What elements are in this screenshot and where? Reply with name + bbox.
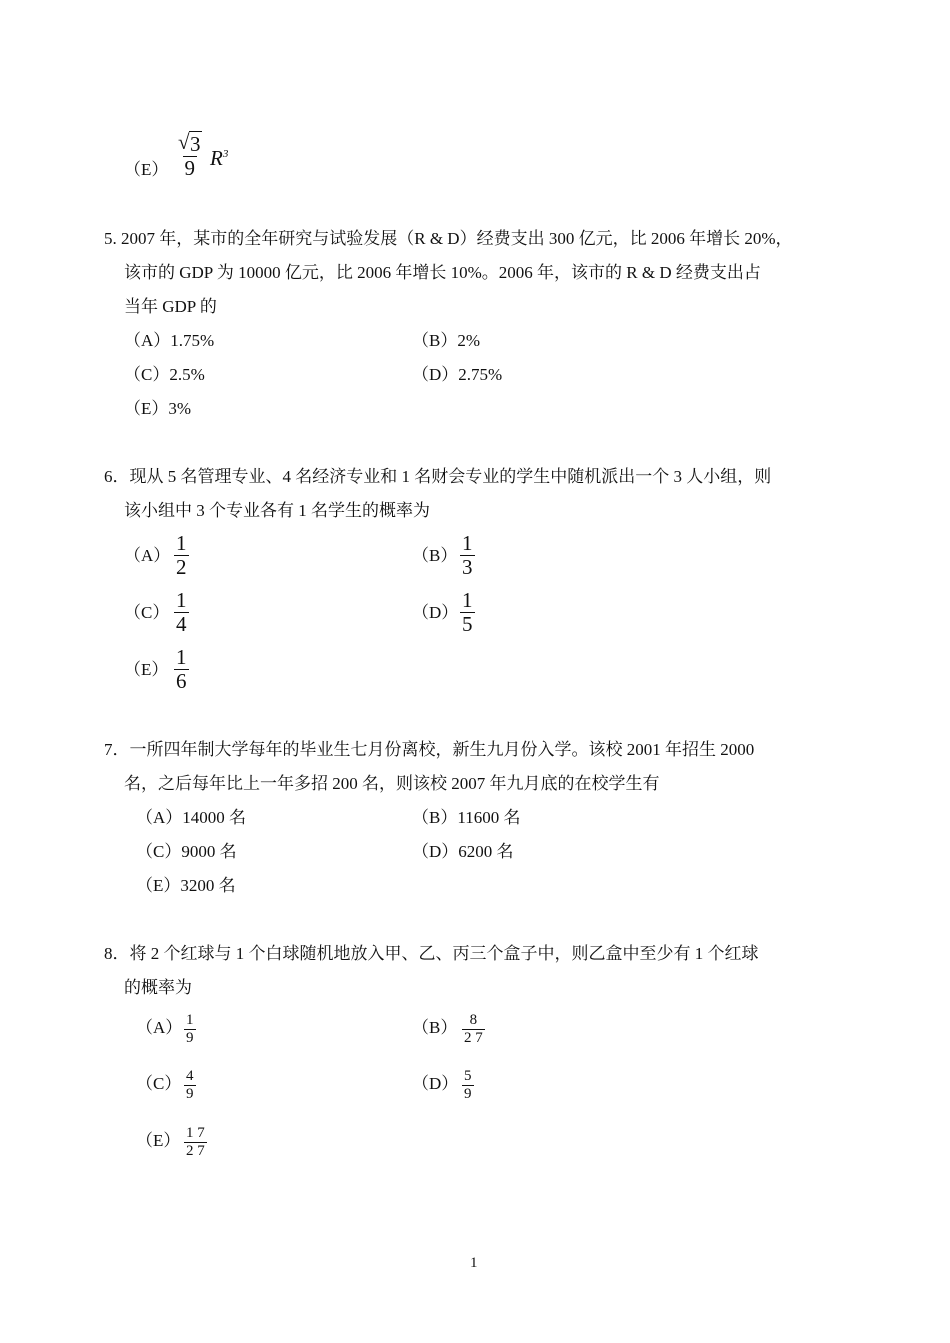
q6-option-c-label: （C） — [124, 603, 170, 622]
q4-option-e-exponent: 3 — [222, 148, 229, 160]
q5-option-b: （B）2% — [412, 331, 480, 350]
q6-stem-line1: 6．现从 5 名管理专业、4 名经济专业和 1 名财会专业的学生中随机派出一个 3 人小组，则 — [104, 467, 772, 486]
q8-option-e-numerator: 1 7 — [186, 1125, 205, 1141]
q5-stem-line1: 5. 2007 年，某市的全年研究与试验发展（R & D）经费支出 300 亿元，比 2006 年增长 20%， — [104, 229, 793, 248]
q8-option-a-label: （A） — [136, 1018, 183, 1037]
page-number: 1 — [470, 1255, 478, 1271]
q6-option-b-numerator: 1 — [462, 531, 473, 555]
q6-option-a-label: （A） — [124, 546, 171, 565]
q8-option-d-denominator: 9 — [464, 1086, 472, 1102]
q5-option-c: （C）2.5% — [124, 365, 205, 384]
q8-option-b-denominator: 2 7 — [464, 1030, 483, 1046]
q4-option-e-radicand: 3 — [190, 132, 201, 156]
q6-option-b-fraction — [460, 533, 475, 578]
q7-stem-line2: 名，之后每年比上一年多招 200 名，则该校 2007 年九月底的在校学生有 — [124, 774, 660, 793]
q6-option-a-fraction — [174, 533, 189, 578]
q8-option-d-numerator: 5 — [464, 1068, 472, 1084]
q6-option-e-fraction — [174, 647, 189, 692]
q6-option-b-label: （B） — [412, 546, 458, 565]
q8-option-c-fraction — [184, 1069, 196, 1102]
q8-option-c-numerator: 4 — [186, 1068, 194, 1084]
q5-option-a: （A）1.75% — [124, 331, 215, 350]
q8-option-b-numerator: 8 — [469, 1012, 478, 1028]
q6-option-a-numerator: 1 — [176, 531, 187, 555]
q6-option-d-label: （D） — [412, 603, 459, 622]
q6-option-a-denominator: 2 — [176, 555, 187, 579]
q8-option-e-denominator: 2 7 — [186, 1143, 205, 1159]
q6-option-e-denominator: 6 — [176, 669, 187, 693]
q8-option-c-denominator: 9 — [186, 1086, 194, 1102]
q6-option-c-numerator: 1 — [176, 588, 187, 612]
q5-option-e: （E）3% — [124, 399, 192, 418]
q8-option-b-fraction — [462, 1013, 485, 1046]
q8-option-c-label: （C） — [136, 1074, 182, 1093]
q4-option-e-fraction — [176, 130, 204, 180]
q6-option-d-denominator: 5 — [462, 612, 473, 636]
q8-option-a-numerator: 1 — [186, 1012, 194, 1028]
q6-option-d-numerator: 1 — [462, 588, 473, 612]
q8-option-a-denominator: 9 — [186, 1030, 194, 1046]
q4-option-e-denominator: 9 — [184, 156, 195, 180]
q6-option-c-fraction — [174, 590, 189, 635]
q4-option-e-variable: $R^3$ — [210, 146, 229, 170]
q6-option-d-fraction — [460, 590, 475, 635]
q8-option-d-fraction — [462, 1069, 474, 1102]
q8-option-a-fraction — [184, 1013, 196, 1046]
q7-option-b: （B）11600 名 — [412, 808, 521, 827]
q7-stem-line1: 7．一所四年制大学每年的毕业生七月份离校，新生九月份入学。该校 2001 年招生 2000 — [104, 740, 755, 759]
q6-option-c-denominator: 4 — [176, 612, 187, 636]
q8-option-e-fraction — [184, 1126, 207, 1159]
q4-option-e-label: （E） — [124, 160, 169, 179]
q8-option-d-label: （D） — [412, 1074, 459, 1093]
q8-option-e-label: （E） — [136, 1131, 181, 1150]
q6-option-e-numerator: 1 — [176, 645, 187, 669]
q5-stem-line2: 该市的 GDP 为 10000 亿元，比 2006 年增长 10%。2006 年，该市的 R & D 经费支出占 — [124, 263, 761, 282]
q8-stem-line1: 8．将 2 个红球与 1 个白球随机地放入甲、乙、丙三个盒子中，则乙盒中至少有 1 个红球 — [104, 944, 759, 963]
q7-option-a: （A）14000 名 — [136, 808, 247, 827]
q5-option-d: （D）2.75% — [412, 365, 503, 384]
sqrt-symbol: √ 3 — [178, 130, 201, 156]
q7-option-d: （D）6200 名 — [412, 842, 514, 861]
q8-option-b-label: （B） — [412, 1018, 458, 1037]
q8-stem-line2: 的概率为 — [124, 978, 192, 997]
q6-option-e-label: （E） — [124, 660, 169, 679]
q6-option-b-denominator: 3 — [462, 555, 473, 579]
q6-stem-line2: 该小组中 3 个专业各有 1 名学生的概率为 — [124, 501, 430, 520]
q7-option-c: （C）9000 名 — [136, 842, 237, 861]
q5-stem-line3: 当年 GDP 的 — [124, 297, 217, 316]
q7-option-e: （E）3200 名 — [136, 876, 236, 895]
